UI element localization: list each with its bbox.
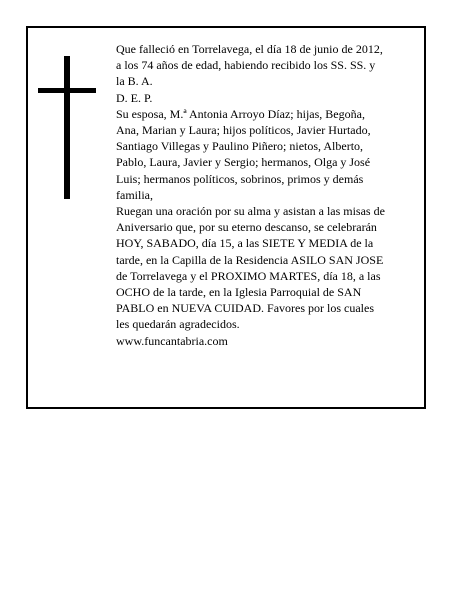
website-link: www.funcantabria.com (116, 333, 228, 348)
text-line: PABLO en NUEVA CUIDAD. Favores por los cuales (116, 301, 374, 316)
cross-vertical-bar (64, 56, 70, 199)
obituary-notice-frame (26, 26, 426, 409)
family-list (116, 106, 422, 203)
text-line: Santiago Villegas y Paulino Piñero; nietos, Alberto, (116, 139, 364, 154)
death-announcement (116, 41, 422, 90)
text-line: les quedarán agradecidos. (116, 317, 240, 332)
website-text (116, 333, 422, 349)
cross-horizontal-bar (38, 88, 96, 93)
text-line: Pablo, Laura, Javier y Sergio; hermanos, Olga y José (116, 155, 371, 170)
mass-invitation (116, 203, 422, 333)
text-line: HOY, SABADO, día 15, a las SIETE Y MEDIA de la (116, 236, 374, 251)
text-line: de Torrelavega y el PROXIMO MARTES, día 18, a las (116, 268, 381, 283)
rest-in-peace (116, 90, 422, 106)
obituary-text (116, 41, 422, 349)
text-line: Luis; hermanos políticos, sobrinos, primos y demás (116, 171, 364, 186)
text-line: Su esposa, M.ª Antonia Arroyo Díaz; hijas, Begoña, (116, 106, 365, 121)
cross-icon (38, 56, 98, 199)
text-line: familia, (116, 187, 153, 202)
text-line: tarde, en la Capilla de la Residencia ASILO SAN JOSE (116, 252, 384, 267)
text-line: Ruegan una oración por su alma y asistan a las misas de (116, 204, 385, 219)
text-line: la B. A. (116, 74, 153, 89)
text-line: Que falleció en Torrelavega, el día 18 de junio de 2012, (116, 42, 383, 56)
text-line: D. E. P. (116, 90, 153, 105)
text-line: Aniversario que, por su eterno descanso, se celebrarán (116, 220, 377, 235)
text-line: a los 74 años de edad, habiendo recibido los SS. SS. y (116, 58, 376, 73)
text-line: Ana, Marian y Laura; hijos políticos, Javier Hurtado, (116, 123, 371, 138)
text-line: OCHO de la tarde, en la Iglesia Parroquial de SAN (116, 285, 362, 300)
